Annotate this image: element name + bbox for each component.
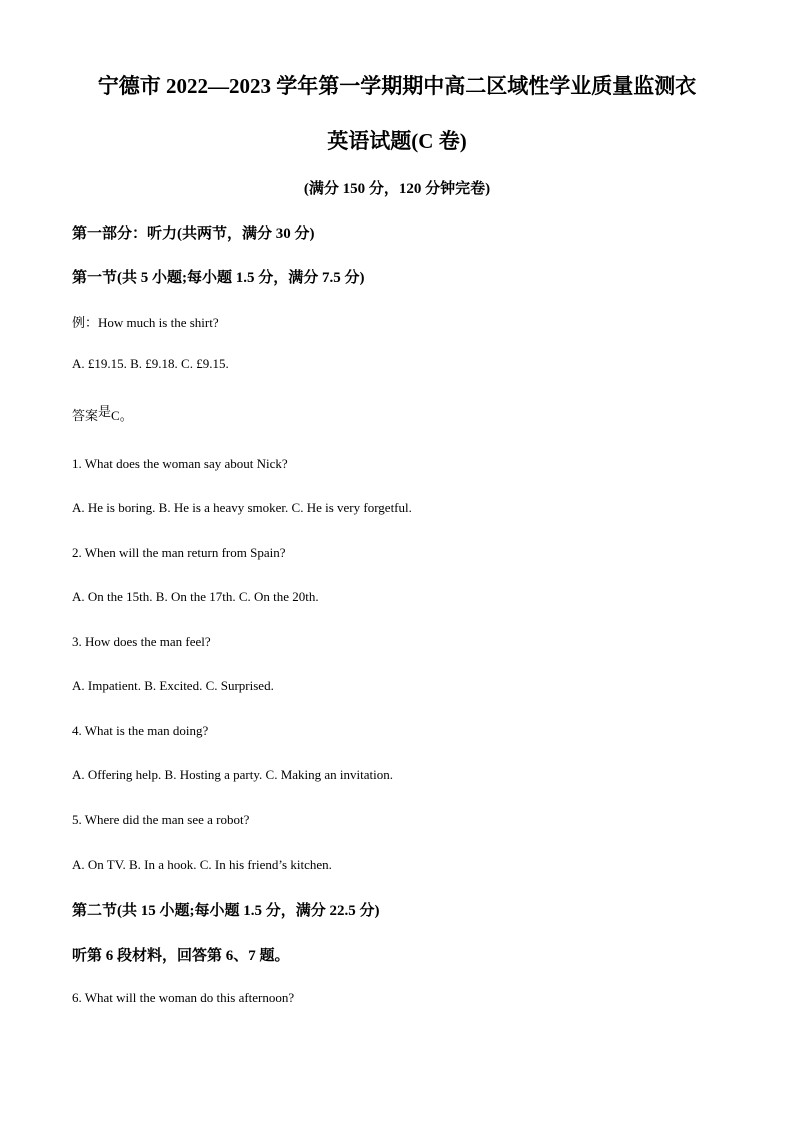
part1-heading: 第一部分：听力(共两节，满分 30 分) bbox=[72, 226, 315, 242]
section2-heading: 第二节(共 15 小题;每小题 1.5 分，满分 22.5 分) bbox=[72, 903, 380, 919]
example-answer-suffix: C。 bbox=[111, 408, 133, 423]
example-answer bbox=[72, 405, 133, 424]
question-3-options: A. Impatient. B. Excited. C. Surprised. bbox=[72, 678, 274, 693]
example-question: 例：How much is the shirt? bbox=[72, 315, 219, 330]
example-answer-raised: 是 bbox=[98, 404, 112, 419]
example-options: A. £19.15. B. £9.18. C. £9.15. bbox=[72, 356, 229, 371]
question-3: 3. How does the man feel? bbox=[72, 634, 211, 649]
document-title-line2: 英语试题(C 卷) bbox=[327, 129, 467, 153]
question-2-options: A. On the 15th. B. On the 17th. C. On the 20th. bbox=[72, 589, 319, 604]
question-6: 6. What will the woman do this afternoon? bbox=[72, 990, 295, 1005]
document-title-line1: 宁德市 2022—2023 学年第一学期期中高二区域性学业质量监测衣 bbox=[97, 74, 697, 98]
question-5-options: A. On TV. B. In a hook. C. In his friend’s kitchen. bbox=[72, 857, 332, 872]
document-subtitle: (满分 150 分，120 分钟完卷) bbox=[303, 181, 491, 197]
section1-heading: 第一节(共 5 小题;每小题 1.5 分，满分 7.5 分) bbox=[72, 270, 365, 286]
example-answer-prefix: 答案 bbox=[72, 408, 99, 423]
question-5: 5. Where did the man see a robot? bbox=[72, 812, 250, 827]
question-1-options: A. He is boring. B. He is a heavy smoker. C. He is very forgetful. bbox=[72, 500, 412, 515]
section2-instruction: 听第 6 段材料，回答第 6、7 题。 bbox=[72, 948, 290, 964]
question-4: 4. What is the man doing? bbox=[72, 723, 209, 738]
question-4-options: A. Offering help. B. Hosting a party. C. Making an invitation. bbox=[72, 767, 393, 782]
question-1: 1. What does the woman say about Nick? bbox=[72, 456, 288, 471]
question-2: 2. When will the man return from Spain? bbox=[72, 545, 286, 560]
